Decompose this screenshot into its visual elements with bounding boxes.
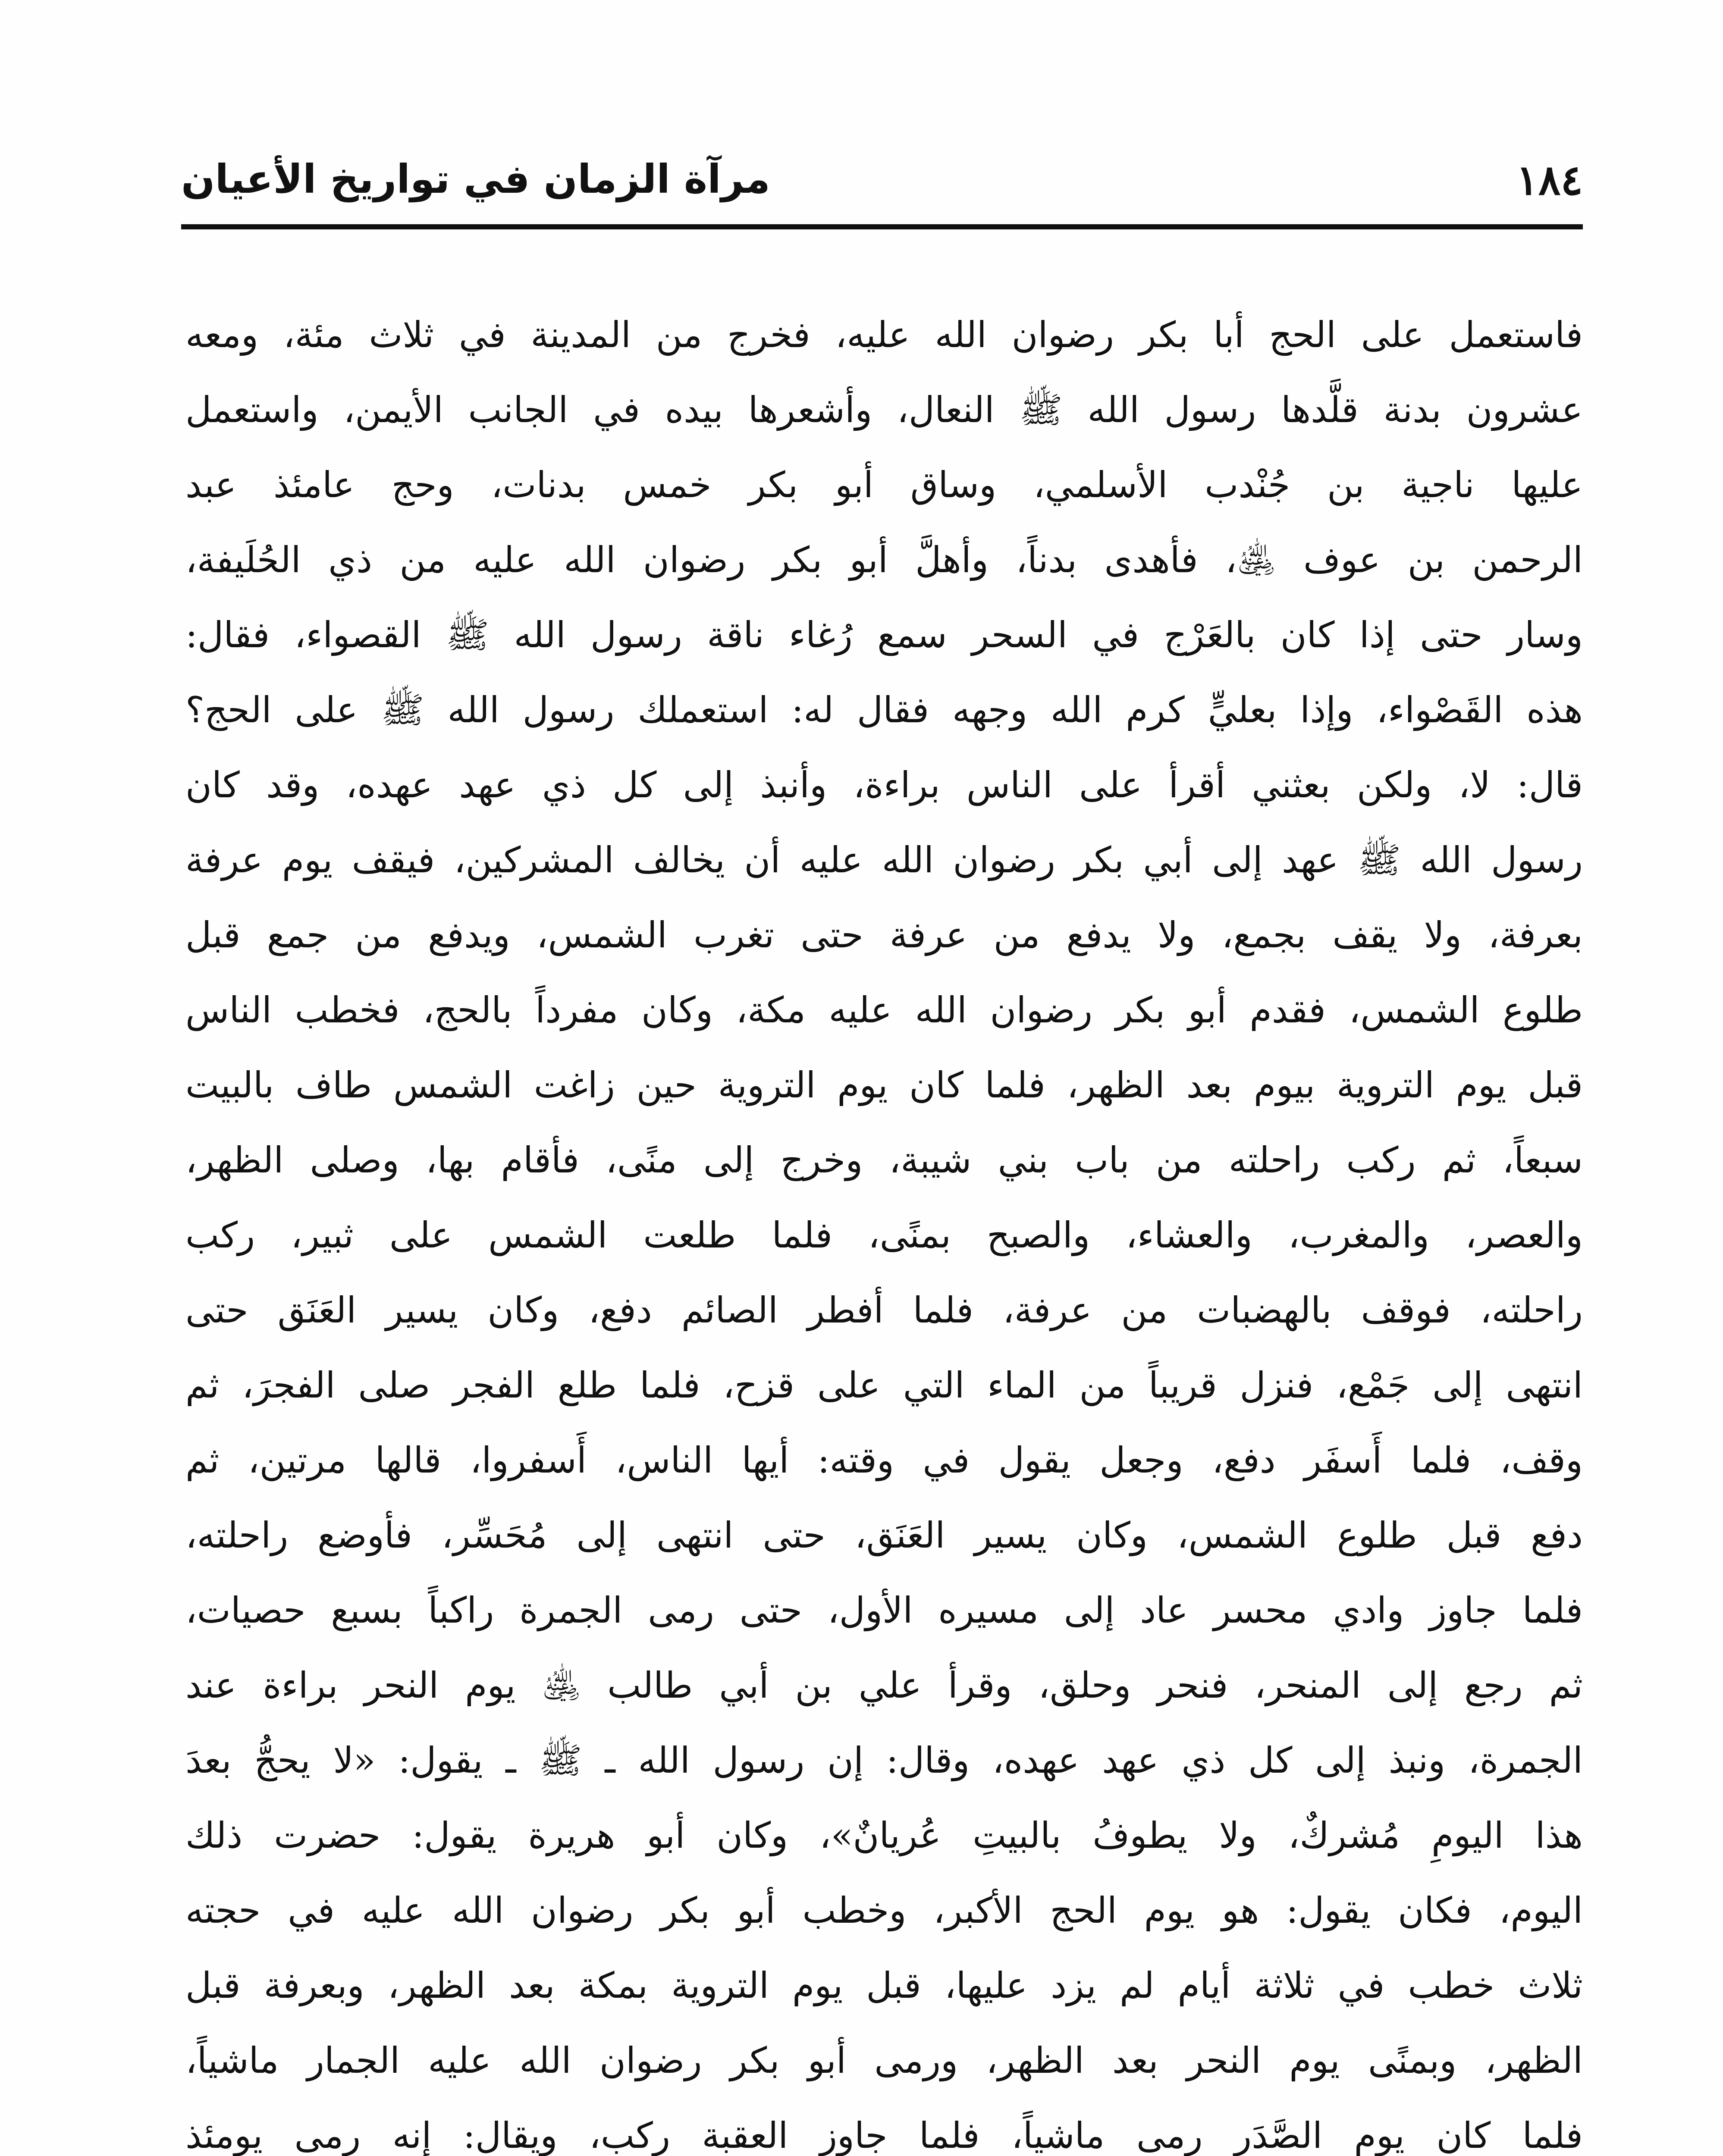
text-line: الرحمن بن عوف ﵁، فأهدى بدناً، وأهلَّ أبو بكر رضوان الله عليه من ذي الحُلَيفة، <box>185 539 1583 581</box>
text-line: راحلته، فوقف بالهضبات من عرفة، فلما أفطر الصائم دفع، وكان يسير العَنَق حتى <box>185 1289 1583 1331</box>
header-rule <box>181 224 1583 229</box>
text-line: فلما جاوز وادي محسر عاد إلى مسيره الأول، حتى رمى الجمرة راكباً بسبع حصيات، <box>185 1589 1583 1631</box>
text-line: دفع قبل طلوع الشمس، وكان يسير العَنَق، حتى انتهى إلى مُحَسِّر، فأوضع راحلته، <box>185 1514 1583 1556</box>
text-line: ثم رجع إلى المنحر، فنحر وحلق، وقرأ علي بن أبي طالب ﵁ يوم النحر براءة عند <box>185 1664 1583 1706</box>
body-text <box>185 298 1583 2156</box>
text-line: بعرفة، ولا يقف بجمع، ولا يدفع من عرفة حتى تغرب الشمس، ويدفع من جمع قبل <box>185 914 1583 956</box>
text-line: قبل يوم التروية بيوم بعد الظهر، فلما كان يوم التروية حين زاغت الشمس طاف بالبيت <box>185 1064 1583 1106</box>
running-header <box>181 142 1583 246</box>
text-line: عليها ناجية بن جُنْدب الأسلمي، وساق أبو بكر خمس بدنات، وحج عامئذ عبد <box>185 464 1583 506</box>
text-line: وسار حتى إذا كان بالعَرْج في السحر سمع رُغاء ناقة رسول الله ﷺ القصواء، فقال: <box>185 614 1583 656</box>
text-line: طلوع الشمس، فقدم أبو بكر رضوان الله عليه مكة، وكان مفرداً بالحج، فخطب الناس <box>185 989 1583 1031</box>
text-line: رسول الله ﷺ عهد إلى أبي بكر رضوان الله عليه أن يخالف المشركين، فيقف يوم عرفة <box>185 839 1583 881</box>
text-line: والعصر، والمغرب، والعشاء، والصبح بمنًى، فلما طلعت الشمس على ثبير، ركب <box>185 1214 1583 1256</box>
text-line: اليوم، فكان يقول: هو يوم الحج الأكبر، وخطب أبو بكر رضوان الله عليه في حجته <box>185 1890 1583 1931</box>
text-line: ثلاث خطب في ثلاثة أيام لم يزد عليها، قبل يوم التروية بمكة بعد الظهر، وبعرفة قبل <box>185 1965 1583 2006</box>
text-line: هذه القَصْواء، وإذا بعليٍّ كرم الله وجهه فقال له: استعملك رسول الله ﷺ على الحج؟ <box>185 689 1583 731</box>
text-line: فلما كان يوم الصَّدَر رمى ماشياً، فلما جاوز العقبة ركب، ويقال: إنه رمى يومئذ <box>185 2115 1583 2156</box>
text-line: عشرون بدنة قلَّدها رسول الله ﷺ النعال، وأشعرها بيده في الجانب الأيمن، واستعمل <box>185 389 1583 431</box>
text-line: وقف، فلما أَسفَر دفع، وجعل يقول في وقته: أيها الناس، أَسفروا، قالها مرتين، ثم <box>185 1439 1583 1481</box>
text-line: سبعاً، ثم ركب راحلته من باب بني شيبة، وخرج إلى منًى، فأقام بها، وصلى الظهر، <box>185 1139 1583 1181</box>
text-line: انتهى إلى جَمْع، فنزل قريباً من الماء التي على قزح، فلما طلع الفجر صلى الفجرَ، ثم <box>185 1364 1583 1406</box>
text-line: الجمرة، ونبذ إلى كل ذي عهد عهده، وقال: إن رسول الله ـ ﷺ ـ يقول: «لا يحجُّ بعدَ <box>185 1739 1583 1781</box>
page-number: ١٨٤ <box>1516 156 1583 204</box>
text-line: فاستعمل على الحج أبا بكر رضوان الله عليه، فخرج من المدينة في ثلاث مئة، ومعه <box>185 314 1583 356</box>
text-line: قال: لا، ولكن بعثني أقرأ على الناس براءة، وأنبذ إلى كل ذي عهد عهده، وقد كان <box>185 764 1583 806</box>
text-line: الظهر، وبمنًى يوم النحر بعد الظهر، ورمى أبو بكر رضوان الله عليه الجمار ماشياً، <box>185 2040 1583 2081</box>
text-line: هذا اليومِ مُشركٌ، ولا يطوفُ بالبيتِ عُريانٌ»، وكان أبو هريرة يقول: حضرت ذلك <box>185 1814 1583 1856</box>
book-title: مرآة الزمان في تواريخ الأعيان <box>181 156 770 202</box>
